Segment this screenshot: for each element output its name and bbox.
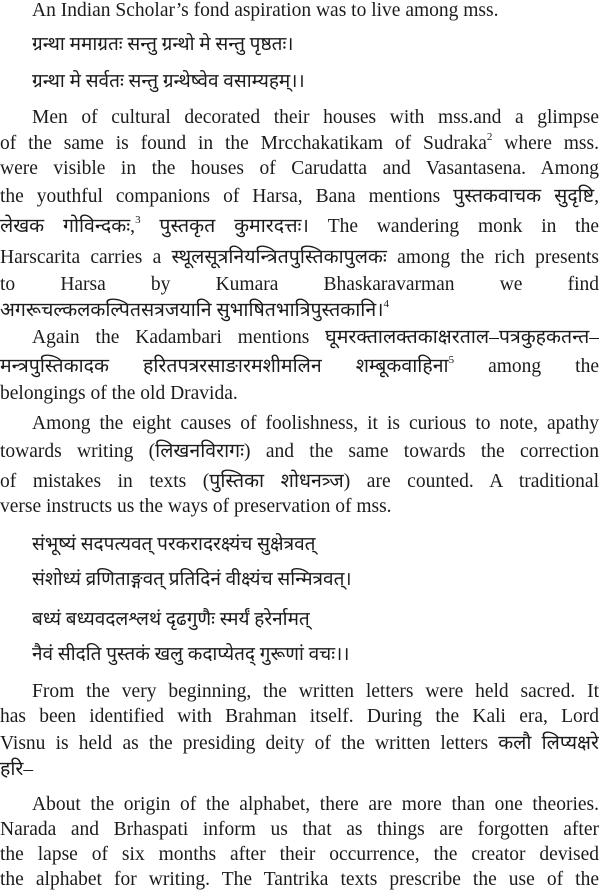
footnote-ref: 3 bbox=[135, 214, 141, 226]
footnote-ref: 5 bbox=[448, 354, 455, 366]
verse-line bbox=[32, 532, 599, 558]
text-segment: अगरूचल्कलकल्पितसत्रजयानि सुभाषितभात्रिपुस्तकानि। bbox=[0, 300, 384, 321]
verse-line bbox=[32, 567, 599, 593]
verse-line bbox=[32, 607, 599, 633]
text-line bbox=[32, 792, 599, 818]
text-segment: Harscarita carries a स्थूलसूत्रनियन्त्रितपुस्तिकापुलकः among the rich presents bbox=[0, 247, 599, 268]
text-line bbox=[0, 354, 599, 380]
text-line bbox=[0, 842, 599, 868]
text-line bbox=[0, 817, 599, 843]
text-line bbox=[0, 245, 599, 271]
text-line bbox=[0, 272, 599, 298]
text-segment: Visnu is held as the presiding deity of the written letters कलौ लिप्यक्षरे bbox=[0, 733, 599, 754]
text-segment: An Indian Scholar’s fond aspiration was to live among mss. bbox=[32, 0, 499, 21]
text-segment: Among the eight causes of foolishness, it is curious to note, apathy bbox=[32, 413, 599, 434]
text-segment: of mistakes in texts (पुस्तिका शोधनत्र्ज) are counted. A traditional bbox=[0, 471, 599, 492]
text-segment: हरि– bbox=[0, 759, 34, 780]
text-line bbox=[0, 731, 599, 757]
text-segment: बध्यं बध्यवदलश्लथं दृढगुणैः स्मर्यं हरेर्नामत् bbox=[32, 609, 310, 630]
text-line bbox=[0, 184, 599, 210]
verse-line bbox=[32, 32, 599, 58]
text-segment: among the bbox=[454, 356, 599, 377]
text-line bbox=[0, 131, 599, 157]
text-segment: were visible in the houses of Carudatta and Vasantasena. Among bbox=[0, 158, 599, 179]
text-segment: About the origin of the alphabet, there are more than one theories. bbox=[32, 794, 599, 815]
footnote-ref: 4 bbox=[383, 298, 390, 310]
text-segment: towards writing (लिखनविरागः) and the same towards the correction bbox=[0, 441, 599, 462]
text-line bbox=[32, 105, 599, 131]
text-segment: where mss. bbox=[492, 133, 599, 154]
text-line bbox=[0, 757, 599, 783]
text-segment: ग्रन्था ममाग्रतः सन्तु ग्रन्थो मे सन्तु पृष्ठतः। bbox=[32, 34, 294, 55]
text-segment: ग्रन्था मे सर्वतः सन्तु ग्रन्थेष्वेव वसाम्यहम्।। bbox=[32, 71, 305, 92]
text-segment: Narada and Brhaspati inform us that as things are forgotten after bbox=[0, 819, 599, 840]
text-segment: the lapse of six months after their occurrence, the creator devised bbox=[0, 844, 599, 865]
verse-line bbox=[32, 69, 599, 95]
text-segment: संशोध्यं व्रणिताङ्गवत् प्रतिदिनं वीक्ष्यंच सन्मित्रवत्। bbox=[32, 569, 352, 590]
text-segment: verse instructs us the ways of preservation of mss. bbox=[0, 496, 392, 517]
text-segment: नैवं सीदति पुस्तकं खलु कदाप्येतद् गुरूणां वचः।। bbox=[32, 644, 350, 665]
text-segment: the youthful companions of Harsa, Bana mentions पुस्तकवाचक सुदृष्टि, bbox=[0, 186, 599, 207]
text-segment: लेखक गोविन्दकः, bbox=[0, 216, 136, 237]
text-segment: has been identified with Brahman itself. During the Kali era, Lord bbox=[0, 706, 599, 727]
text-segment: पुस्तकृत कुमारदत्तः। The wandering monk in the bbox=[140, 216, 599, 237]
text-segment: belongings of the old Dravida. bbox=[0, 383, 238, 404]
text-line bbox=[0, 214, 599, 240]
verse-line bbox=[32, 642, 599, 668]
text-line bbox=[32, 411, 599, 437]
text-line bbox=[32, 679, 599, 705]
text-line bbox=[0, 469, 599, 495]
text-line bbox=[0, 156, 599, 182]
footnote-ref: 2 bbox=[486, 131, 493, 143]
text-line bbox=[0, 704, 599, 730]
text-segment: the alphabet for writing. The Tantrika texts prescribe the use of the bbox=[0, 869, 599, 890]
text-line bbox=[0, 867, 599, 893]
text-segment: संभूष्यं सदपत्यवत् परकरादरक्ष्यंच सुक्षेत्रवत् bbox=[32, 534, 316, 555]
text-segment: to Harsa by Kumara Bhaskaravarman we find bbox=[0, 274, 599, 295]
text-segment: मन्त्रपुस्तिकादक हरितपत्ररसाङारमशीमलिन शम्बूकवाहिना bbox=[0, 356, 449, 377]
text-segment: of the same is found in the Mrcchakatikam of Sudraka bbox=[0, 133, 487, 154]
text-line bbox=[0, 381, 599, 407]
text-segment: Men of cultural decorated their houses with mss.and a glimpse bbox=[32, 107, 599, 128]
text-segment: From the very beginning, the written letters were held sacred. It bbox=[32, 681, 599, 702]
text-line bbox=[32, 325, 599, 351]
text-line bbox=[0, 494, 599, 520]
text-line bbox=[0, 439, 599, 465]
text-line bbox=[32, 0, 599, 24]
text-segment: Again the Kadambari mentions घूमरक्तालक्तकाक्षरताल–पत्रकुहकतन्त– bbox=[32, 327, 599, 348]
text-line bbox=[0, 298, 599, 324]
